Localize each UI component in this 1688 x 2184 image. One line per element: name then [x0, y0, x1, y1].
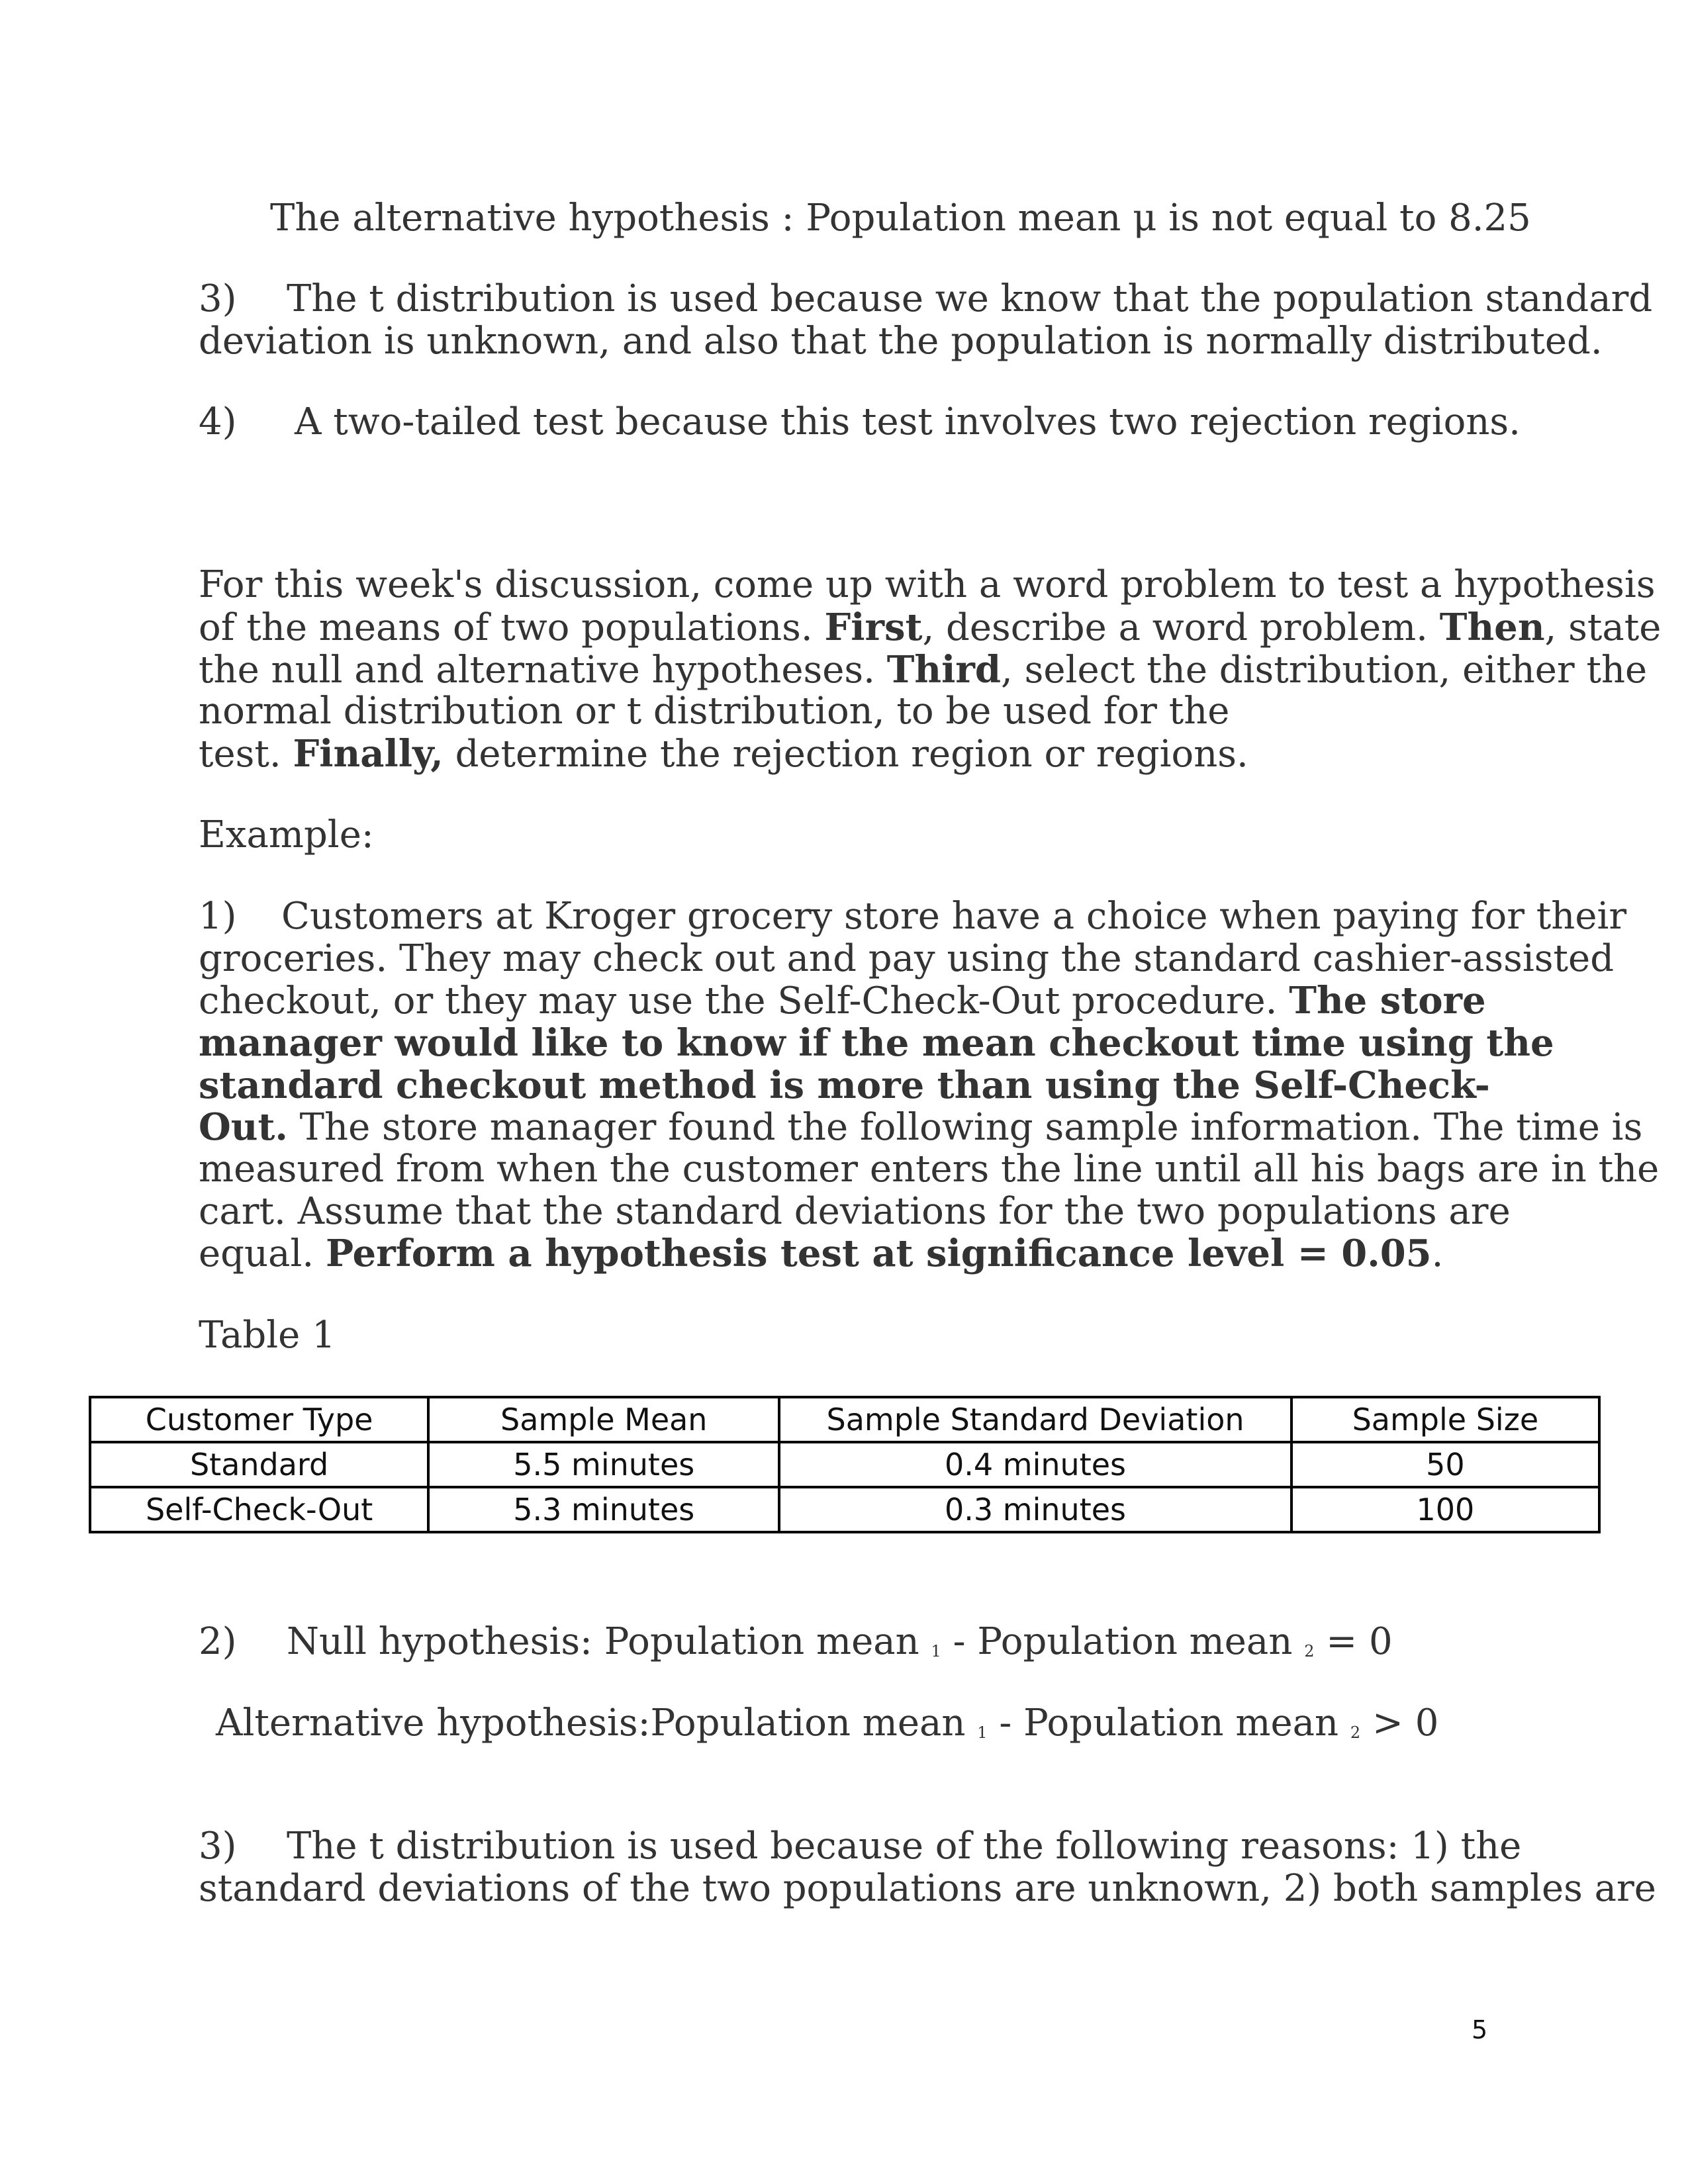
item-number: 3): [199, 277, 237, 320]
text-run: of the means of two populations.: [199, 606, 825, 649]
prompt-line-5: [199, 733, 1248, 776]
alternative-hypothesis-line: The alternative hypothesis : Population mean μ is not equal to 8.25: [270, 197, 1531, 240]
text-run: , state: [1544, 606, 1662, 649]
text-run: The store manager found the following sample information. The time is: [287, 1106, 1643, 1149]
example-line-8: cart. Assume that the standard deviations for the two populations are: [199, 1190, 1511, 1233]
bold-run: Perform a hypothesis test at significance level = 0.05: [325, 1232, 1432, 1275]
example-line-2: groceries. They may check out and pay using the standard cashier-assisted: [199, 937, 1615, 980]
reasons-line-2: standard deviations of the two populations are unknown, 2) both samples are: [199, 1867, 1656, 1910]
subscript: 2: [1304, 1642, 1315, 1661]
sample-data-table: [89, 1396, 1601, 1533]
bold-run: Finally,: [293, 732, 444, 776]
prompt-line-1: For this week's discussion, come up with a word problem to test a hypothesis: [199, 563, 1656, 606]
table-header-row: [90, 1397, 1599, 1442]
example-line-1: [199, 895, 1626, 938]
text-run: the null and alternative hypotheses.: [199, 649, 887, 692]
item-text: The t distribution is used because of the following reasons: 1) the: [287, 1825, 1522, 1868]
example-line-6: [199, 1106, 1642, 1149]
text-run: - Population mean: [941, 1620, 1305, 1663]
column-header: Sample Mean: [428, 1397, 779, 1442]
table-cell: 0.3 minutes: [779, 1487, 1291, 1532]
example-line-7: measured from when the customer enters the line until all his bags are in the: [199, 1148, 1660, 1191]
subscript: 2: [1350, 1723, 1361, 1742]
bold-run: First: [824, 606, 923, 649]
text-run: , select the distribution, either the: [1001, 649, 1648, 692]
text-run: - Population mean: [987, 1702, 1350, 1745]
table-cell: 5.3 minutes: [428, 1487, 779, 1532]
item-3-line-2: deviation is unknown, and also that the population is normally distributed.: [199, 320, 1603, 363]
page-number: 5: [1472, 2015, 1488, 2044]
bold-run: Third: [886, 648, 1002, 692]
bold-run: Then: [1439, 606, 1545, 649]
table-row: [90, 1487, 1599, 1532]
reasons-line-1: [199, 1825, 1521, 1868]
column-header: Sample Standard Deviation: [779, 1397, 1291, 1442]
subscript: 1: [977, 1723, 988, 1742]
bold-run: Out.: [199, 1105, 288, 1149]
table-cell: Standard: [90, 1442, 428, 1487]
item-4-line: [199, 401, 1521, 443]
table-cell: 50: [1291, 1442, 1599, 1487]
item-text: A two-tailed test because this test involves two rejection regions.: [295, 400, 1521, 443]
text-run: .: [1431, 1232, 1444, 1275]
table-cell: 0.4 minutes: [779, 1442, 1291, 1487]
bold-run: standard checkout method is more than using the Self-Check-: [199, 1064, 1490, 1107]
bold-run: manager would like to know if the mean checkout time using the: [199, 1021, 1554, 1065]
item-3-line-1: [199, 278, 1652, 320]
item-text: Customers at Kroger grocery store have a choice when paying for their: [281, 895, 1627, 938]
prompt-line-2: [199, 606, 1661, 649]
text-run: determine the rejection region or regions.: [443, 733, 1248, 776]
text-run: = 0: [1314, 1620, 1393, 1663]
table-caption: Table 1: [199, 1314, 336, 1357]
text-run: Null hypothesis: Population mean: [287, 1620, 931, 1663]
item-number: 2): [199, 1620, 237, 1663]
table-row: [90, 1442, 1599, 1487]
text-run: test.: [199, 733, 293, 776]
prompt-line-3: [199, 649, 1647, 692]
alternative-hypothesis-line-2: [216, 1702, 1438, 1754]
text-run: Alternative hypothesis:Population mean: [216, 1702, 978, 1745]
table-cell: Self-Check-Out: [90, 1487, 428, 1532]
null-hypothesis-line: [199, 1621, 1393, 1672]
example-line-5: [199, 1064, 1490, 1107]
prompt-line-4: normal distribution or t distribution, to be used for the: [199, 690, 1230, 733]
item-number: 3): [199, 1825, 237, 1868]
table-cell: 5.5 minutes: [428, 1442, 779, 1487]
text-run: checkout, or they may use the Self-Check-Out procedure.: [199, 979, 1289, 1023]
example-label: Example:: [199, 813, 374, 856]
subscript: 1: [931, 1642, 941, 1661]
bold-run: The store: [1289, 979, 1486, 1023]
text-run: equal.: [199, 1232, 326, 1275]
table-cell: 100: [1291, 1487, 1599, 1532]
example-line-3: [199, 979, 1486, 1023]
column-header: Sample Size: [1291, 1397, 1599, 1442]
example-line-9: [199, 1232, 1443, 1275]
item-number: 4): [199, 400, 237, 443]
item-number: 1): [199, 895, 237, 938]
item-text: The t distribution is used because we know that the population standard: [287, 277, 1653, 320]
example-line-4: [199, 1022, 1554, 1065]
text-run: > 0: [1360, 1702, 1439, 1745]
column-header: Customer Type: [90, 1397, 428, 1442]
text-run: , describe a word problem.: [922, 606, 1440, 649]
